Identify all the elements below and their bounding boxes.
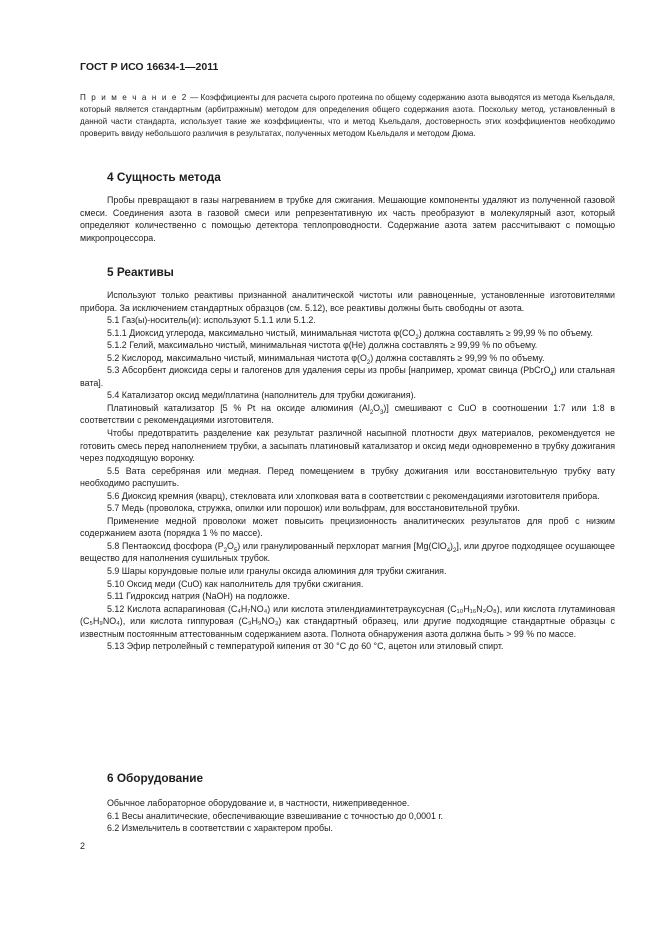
paragraph: 5.5 Вата серебряная или медная. Перед помещением в трубку дожигания или восстановительную трубку вату необходимо распушить. xyxy=(80,465,615,489)
text-run: O xyxy=(227,540,234,551)
paragraph: 6.1 Весы аналитические, обеспечивающие взвешивание с точностью до 0,0001 г. xyxy=(107,810,444,821)
paragraph: 5.9 Шары корундовые полые или гранулы оксида алюминия для трубки сжигания. xyxy=(107,566,447,577)
subscript: 2 xyxy=(453,547,457,554)
paragraph xyxy=(80,327,615,340)
text-run: ) или стальная вата]. xyxy=(80,365,615,388)
paragraph: 5.7 Медь (проволока, стружка, опилки или порошок) или вольфрам, для восстановительной трубки. xyxy=(107,503,520,514)
paragraph: 5.11 Гидроксид натрия (NaOH) на подложке. xyxy=(107,591,290,602)
paragraph: 5.10 Оксид меди (CuO) как наполнитель для трубки сжигания. xyxy=(107,578,364,589)
section-5-title: 5 Реактивы xyxy=(107,265,174,279)
subscript: 2 xyxy=(369,409,374,416)
paragraph xyxy=(80,540,615,565)
text-run: ) или гранулированный перхлорат магния [Mg(ClO xyxy=(237,540,447,551)
paragraph xyxy=(80,364,615,389)
paragraph: Обычное лабораторное оборудование и, в частности, нижеприведенное. xyxy=(107,798,410,808)
text-run: ) должна составлять ≥ 99,99 % по объему. xyxy=(418,327,593,338)
section-5-body xyxy=(80,289,615,653)
subscript: 2 xyxy=(366,359,371,366)
paragraph: Чтобы предотвратить разделение как результат различной насыпной плотности двух материалов, рекомендуется не готовить смесь перед наполнением трубки, а засыпать платиновый катализатор и оксид меди одновременно в трубку дожигания через подходящую воронку. xyxy=(80,428,615,464)
paragraph: 5.13 Эфир петролейный с температурой кипения от 30 °C до 60 °C, ацетон или этиловый спирт. xyxy=(107,641,504,652)
text-run: )] смешивают с CuO в соотношении 1:7 или 1:8 в соответствии с рекомендациями изготовителя. xyxy=(80,402,615,426)
subscript: 5 xyxy=(233,547,238,554)
page-number: 2 xyxy=(80,841,86,851)
subscript: 2 xyxy=(223,547,228,554)
text-run: ) должна составлять ≥ 99,99 % по объему. xyxy=(370,352,545,363)
paragraph: 5.4 Катализатор оксид меди/платина (наполнитель для трубки дожигания). xyxy=(107,390,416,401)
paragraph xyxy=(80,402,615,427)
subscript: 2 xyxy=(415,334,419,341)
note-text: — Коэффициенты для расчета сырого протеина по общему содержанию азота выводятся из метода Кьельдаля, который является стандартным (арбитражным) методом для определения общего содержания азота. Поскольку метод, установленный в данной части стандарта, использует такие же коэффициенты, что и метод Кьельдаля, достоверность этих коэффициентов необходимо проверить ввиду небольшого различия в результатах, полученных методом Кьельдаля и методом Дюма. xyxy=(80,93,615,139)
subscript: 3 xyxy=(380,409,384,416)
text-run: O xyxy=(373,402,381,413)
paragraph: Пробы превращают в газы нагреванием в трубке для сжигания. Мешающие компоненты удаляют из полученной газовой смеси. Соединения азота в газовой смеси или репрезентативную их часть преобразуют в молекулярный азот, который определяют количественно с помощью детектора теплопроводности. Содержание азота затем рассчитывают с помощью микропроцессора. xyxy=(80,195,615,243)
text-run: 5.3 Абсорбент диоксида серы и галогенов для удаления серы из пробы [например, хромат свинца (PbCrO xyxy=(107,365,551,376)
document-header: ГОСТ Р ИСО 16634-1—2011 xyxy=(80,61,219,73)
paragraph xyxy=(80,352,615,365)
text-run: ], или другое подходящее осушающее вещество для наполнения сушильных трубок. xyxy=(80,540,615,564)
section-6-title: 6 Оборудование xyxy=(107,771,204,785)
note-label: П р и м е ч а н и е 2 xyxy=(80,93,188,102)
section-6-body xyxy=(80,797,615,835)
text-run: 5.1.1 Диоксид углерода, максимально чистый, минимальная чистота φ(CO xyxy=(107,327,416,338)
subscript: 4 xyxy=(550,372,554,379)
text-run: 5.2 Кислород, максимально чистый, минимальная чистота φ(O xyxy=(107,352,367,363)
text-run: Платиновый катализатор [5 % Pt на оксиде алюминия (Al xyxy=(107,402,370,413)
section-4-body xyxy=(80,194,615,244)
paragraph: 5.12 Кислота аспарагиновая (C₄H₇NO₄) или кислота этилендиаминтетрауксусная (C₁₀H₁₆N₂O₈), или кислота глутаминовая (C₅H₉NO₄), или кислота гиппуровая (C₉H₉NO₃) как стандартный образец, или другие подходящие стандартные образцы с известным постоянным аттестованным содержанием азота. Полнота обнаружения азота должна быть > 99 % по массе. xyxy=(80,603,615,639)
text-run: 5.8 Пентаоксид фосфора (P xyxy=(107,540,224,551)
text-run: ) xyxy=(450,540,454,551)
paragraph: Используют только реактивы признанной аналитической чистоты или равноценные, установленные изготовителями прибора. За исключением стандартных образцов (см. 5.12), все реактивы должны быть свободны от азота. xyxy=(80,290,615,313)
paragraph: 6.2 Измельчитель в соответствии с характером пробы. xyxy=(107,823,333,834)
paragraph: 5.6 Диоксид кремния (кварц), стекловата или хлопковая вата в соответствии с рекомендациями изготовителя прибора. xyxy=(107,490,600,501)
paragraph: 5.1.2 Гелий, максимально чистый, минимальная чистота φ(He) должна составлять ≥ 99,99 % по объему. xyxy=(107,340,538,351)
section-4-title: 4 Сущность метода xyxy=(107,170,221,184)
paragraph: 5.1 Газ(ы)-носитель(и): используют 5.1.1 или 5.1.2. xyxy=(107,315,316,326)
subscript: 4 xyxy=(446,547,451,554)
note-2 xyxy=(80,92,615,140)
paragraph: Применение медной проволоки может повысить прецизионность аналитических результатов для проб с низким содержанием азота (порядка 1 % по массе). xyxy=(80,515,615,539)
